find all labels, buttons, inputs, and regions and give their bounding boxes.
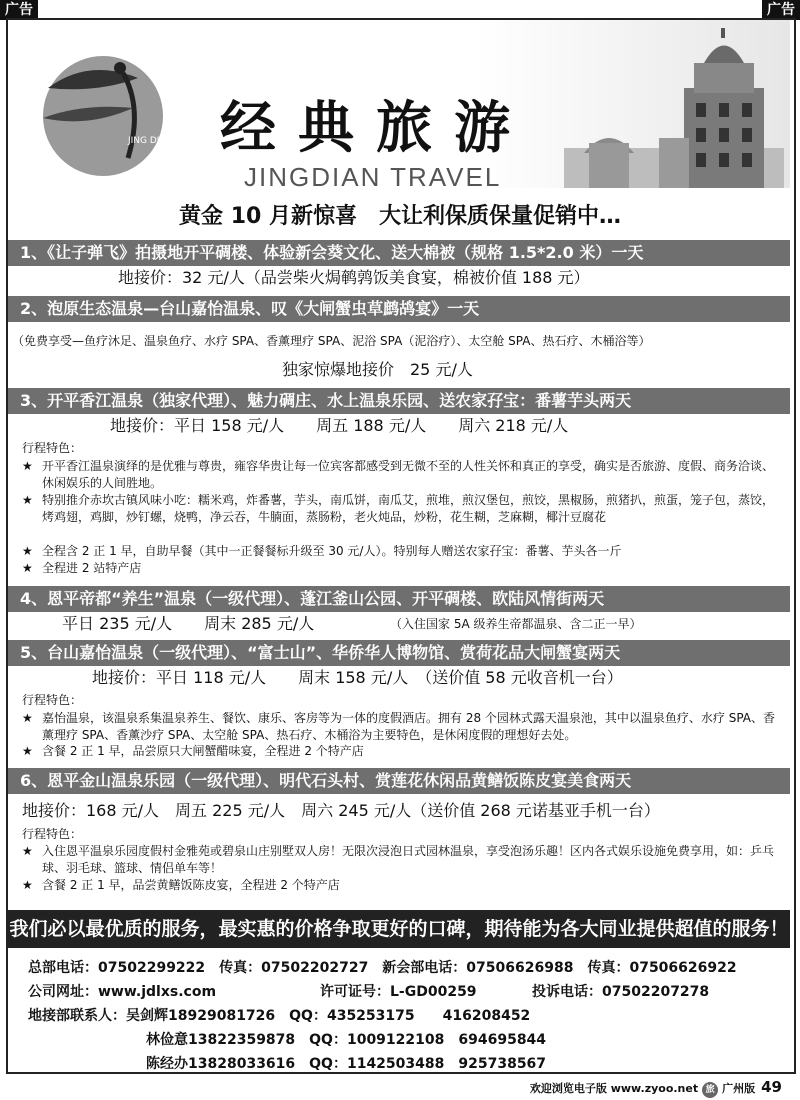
- logo-text: JING DIAN: [128, 136, 173, 146]
- tour-3-price: 地接价：平日 158 元/人 周五 188 元/人 周六 218 元/人: [110, 416, 569, 435]
- tour-5-features-label: 行程特色：: [22, 693, 83, 707]
- tour-2-note: （免费享受—鱼疗沐足、温泉鱼疗、水疗 SPA、香薰理疗 SPA、泥浴 SPA（泥浴疗）、太空舱 SPA、热石疗、木桶浴等）: [12, 334, 651, 348]
- star-icon: ★: [22, 561, 33, 575]
- footer-edition: 广州版: [722, 1082, 756, 1095]
- ad-tag-left: 广告: [0, 0, 38, 20]
- page-footer: [530, 1078, 782, 1098]
- tour-6-feature: ★ 入住恩平温泉乐园度假村金雅苑或碧泉山庄别墅双人房！无限次浸泡日式园林温泉，享受泡汤乐趣！区内各式娱乐设施免费享用，如：乒乓球、羽毛球、篮球、情侣单车等！: [22, 844, 775, 875]
- header-banner: [8, 20, 790, 188]
- star-icon: ★: [22, 878, 33, 892]
- tour-2-price: 独家惊爆地接价 25 元/人: [282, 360, 473, 379]
- star-icon: ★: [22, 493, 33, 507]
- tour-4-price: 平日 235 元/人 周末 285 元/人: [62, 614, 315, 633]
- star-icon: ★: [22, 744, 33, 758]
- contact-person-1: 地接部联系人：吴剑辉18929081726 QQ：435253175 416208452: [28, 1008, 531, 1024]
- tour-6-feature: ★ 含餐 2 正 1 早，品尝黄鳝饭陈皮宴，全程进 2 个特产店: [22, 878, 340, 892]
- tour-4-price-note: （入住国家 5A 级养生帝都温泉、含二正一早）: [390, 617, 642, 631]
- page-number: 49: [761, 1078, 782, 1096]
- tour-4-title: 4、恩平帝都“养生”温泉（一级代理）、蓬江釜山公园、开平碉楼、欧陆风情街两天: [8, 586, 790, 612]
- tour-3-feature: ★ 开平香江温泉演绎的是优雅与尊贵，雍容华贵让每一位宾客都感受到无微不至的人性关怀和真正的享受，确实是否旅游、度假、商务洽谈、休闲娱乐的人间胜地。: [22, 459, 775, 490]
- tour-3-feature: ★ 全程进 2 站特产店: [22, 561, 142, 575]
- contact-license: 许可证号：L-GD00259: [320, 984, 477, 1000]
- tour-6-title: 6、恩平金山温泉乐园（一级代理）、明代石头村、赏莲花休闲品黄鳝饭陈皮宴美食两天: [8, 768, 790, 794]
- travel-badge-icon: 旅: [702, 1082, 718, 1098]
- footer-rule: [6, 1072, 794, 1074]
- contact-person-2: 林俭意13822359878 QQ：1009122108 694695844: [146, 1032, 547, 1048]
- tour-3-feature: ★ 全程含 2 正 1 早，自助早餐（其中一正餐餐标升级至 30 元/人）。特别每人赠送农家孖宝：番薯、芋头各一斤: [22, 544, 622, 558]
- contact-website[interactable]: 公司网址：www.jdlxs.com: [28, 984, 217, 1000]
- contact-hq-phone: 总部电话：07502299222 传真：07502202727 新会部电话：07506626988 传真：07506626922: [28, 960, 737, 976]
- tour-5-title: 5、台山嘉怡温泉（一级代理）、“富士山”、华侨华人博物馆、赏荷花品大闸蟹宴两天: [8, 640, 790, 666]
- star-icon: ★: [22, 459, 33, 473]
- star-icon: ★: [22, 844, 33, 858]
- ad-tag-right: 广告: [762, 0, 800, 20]
- tour-3-feature: ★ 特别推介赤坎古镇风味小吃：糯米鸡，炸番薯，芋头，南瓜饼，南瓜艾，煎堆，煎汉堡包，煎饺，黑椒肠，煎猪扒，煎蛋，笼子包，蒸饺，烤鸡翅，鸡脚，炒钉螺，烧鸭，净云吞，牛腩面，蒸肠粉，老火炖品，炒粉，花生糊，芝麻糊，椰汁豆腐花: [22, 493, 775, 524]
- tour-2-title: 2、泡原生态温泉—台山嘉怡温泉、叹《大闸蟹虫草鹧鸪宴》一天: [8, 296, 790, 322]
- star-icon: ★: [22, 544, 33, 558]
- tour-5-feature: ★ 含餐 2 正 1 早，品尝原只大闸蟹醋味宴，全程进 2 个特产店: [22, 744, 364, 758]
- footer-text: 欢迎浏览电子版 www.zyoo.net: [529, 1082, 699, 1095]
- tour-1-price: 地接价：32 元/人（品尝柴火焗鹌鹑饭美食宴，棉被价值 188 元）: [118, 268, 590, 287]
- tour-5-feature: ★ 嘉怡温泉，该温泉系集温泉养生、餐饮、康乐、客房等为一体的度假酒店。拥有 28 个园林式露天温泉池，其中以温泉鱼疗、水疗 SPA、香薰理疗 SPA、香薰沙疗 SPA、太空舱 SPA、热石疗、木桶浴为主要特色，是休闲度假的理想好去处。: [22, 711, 776, 742]
- promo-headline: 黄金 10 月新惊喜 大让利保质保量促销中…: [179, 204, 621, 229]
- tour-6-price: 地接价：168 元/人 周五 225 元/人 周六 245 元/人（送价值 268 元诺基亚手机一台）: [22, 801, 660, 820]
- dragonfly-logo-icon: [28, 48, 178, 178]
- tour-6-features-label: 行程特色：: [22, 827, 83, 841]
- slogan-banner: 我们必以最优质的服务，最实惠的价格争取更好的口碑，期待能为各大同业提供超值的服务！: [8, 910, 790, 948]
- contact-complaint-phone: 投诉电话：07502207278: [532, 984, 710, 1000]
- tour-1-title: 1、《让子弹飞》拍摄地开平碉楼、体验新会葵文化、送大棉被（规格 1.5*2.0 米）一天: [8, 240, 790, 266]
- tour-3-features-label: 行程特色：: [22, 441, 83, 455]
- star-icon: ★: [22, 711, 33, 725]
- diaolou-building-icon: [564, 28, 784, 188]
- contact-person-3: 陈经办13828033616 QQ：1142503488 925738567: [146, 1056, 547, 1072]
- tour-3-title: 3、开平香江温泉（独家代理）、魅力碉庄、水上温泉乐园、送农家孖宝：番薯芋头两天: [8, 388, 790, 414]
- brand-name-en: JINGDIAN TRAVEL: [244, 162, 502, 188]
- brand-name-cn: 经典旅游: [220, 95, 532, 161]
- tour-5-price: 地接价：平日 118 元/人 周末 158 元/人 （送价值 58 元收音机一台）: [92, 668, 623, 687]
